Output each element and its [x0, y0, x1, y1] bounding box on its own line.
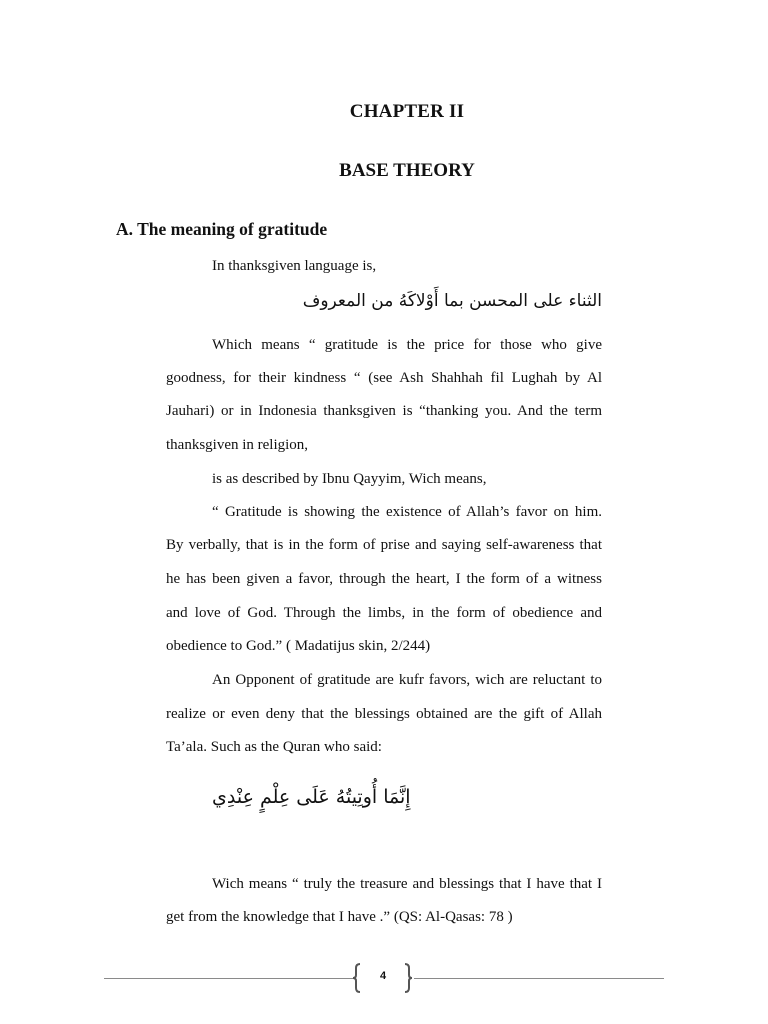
quote-line: By verbally, that is in the form of prise and saying self-awareness that [166, 537, 602, 553]
paragraph-line: Which means “ gratitude is the price for those who give [212, 337, 602, 353]
paragraph-line: goodness, for their kindness “ (see Ash Shahhah fil Lughah by Al [166, 370, 602, 386]
chapter-title: CHAPTER II [349, 101, 465, 122]
quote-line: he has been given a favor, through the heart, I the form of a witness [166, 571, 602, 587]
paragraph-line: realize or even deny that the blessings obtained are the gift of Allah [166, 706, 602, 722]
footer-rule-left [104, 978, 354, 979]
arabic-definition: الثناء على المحسن بما أَوْلاكَهُ من المعروف [302, 291, 602, 311]
paragraph-line: Jauhari) or in Indonesia thanksgiven is “thanking you. And the term [166, 403, 602, 419]
quote-line: and love of God. Through the limbs, in the form of obedience and [166, 605, 602, 621]
quran-verse-arabic: إِنَّمَا أُوتِيتُهُ عَلَى عِلْمٍ عِنْدِي [212, 786, 411, 808]
paragraph-line: Wich means “ truly the treasure and blessings that I have that I [212, 876, 602, 892]
chapter-subtitle: BASE THEORY [339, 160, 475, 181]
page-number: 4 [379, 970, 387, 982]
quote-line: “ Gratitude is showing the existence of Allah’s favor on him. [212, 504, 602, 520]
paragraph-line: In thanksgiven language is, [212, 258, 377, 274]
section-heading: A. The meaning of gratitude [116, 219, 328, 239]
left-brace-icon [352, 963, 362, 993]
paragraph-line: get from the knowledge that I have .” (QS: Al-Qasas: 78 ) [166, 909, 513, 925]
footer-rule-right [414, 978, 664, 979]
paragraph-line: is as described by Ibnu Qayyim, Wich means, [212, 471, 487, 487]
quote-line: obedience to God.” ( Madatijus skin, 2/244) [166, 638, 431, 654]
right-brace-icon [403, 963, 413, 993]
paragraph-line: An Opponent of gratitude are kufr favors, wich are reluctant to [212, 672, 602, 688]
paragraph-line: thanksgiven in religion, [166, 437, 309, 453]
paragraph-line: Ta’ala. Such as the Quran who said: [166, 739, 382, 755]
